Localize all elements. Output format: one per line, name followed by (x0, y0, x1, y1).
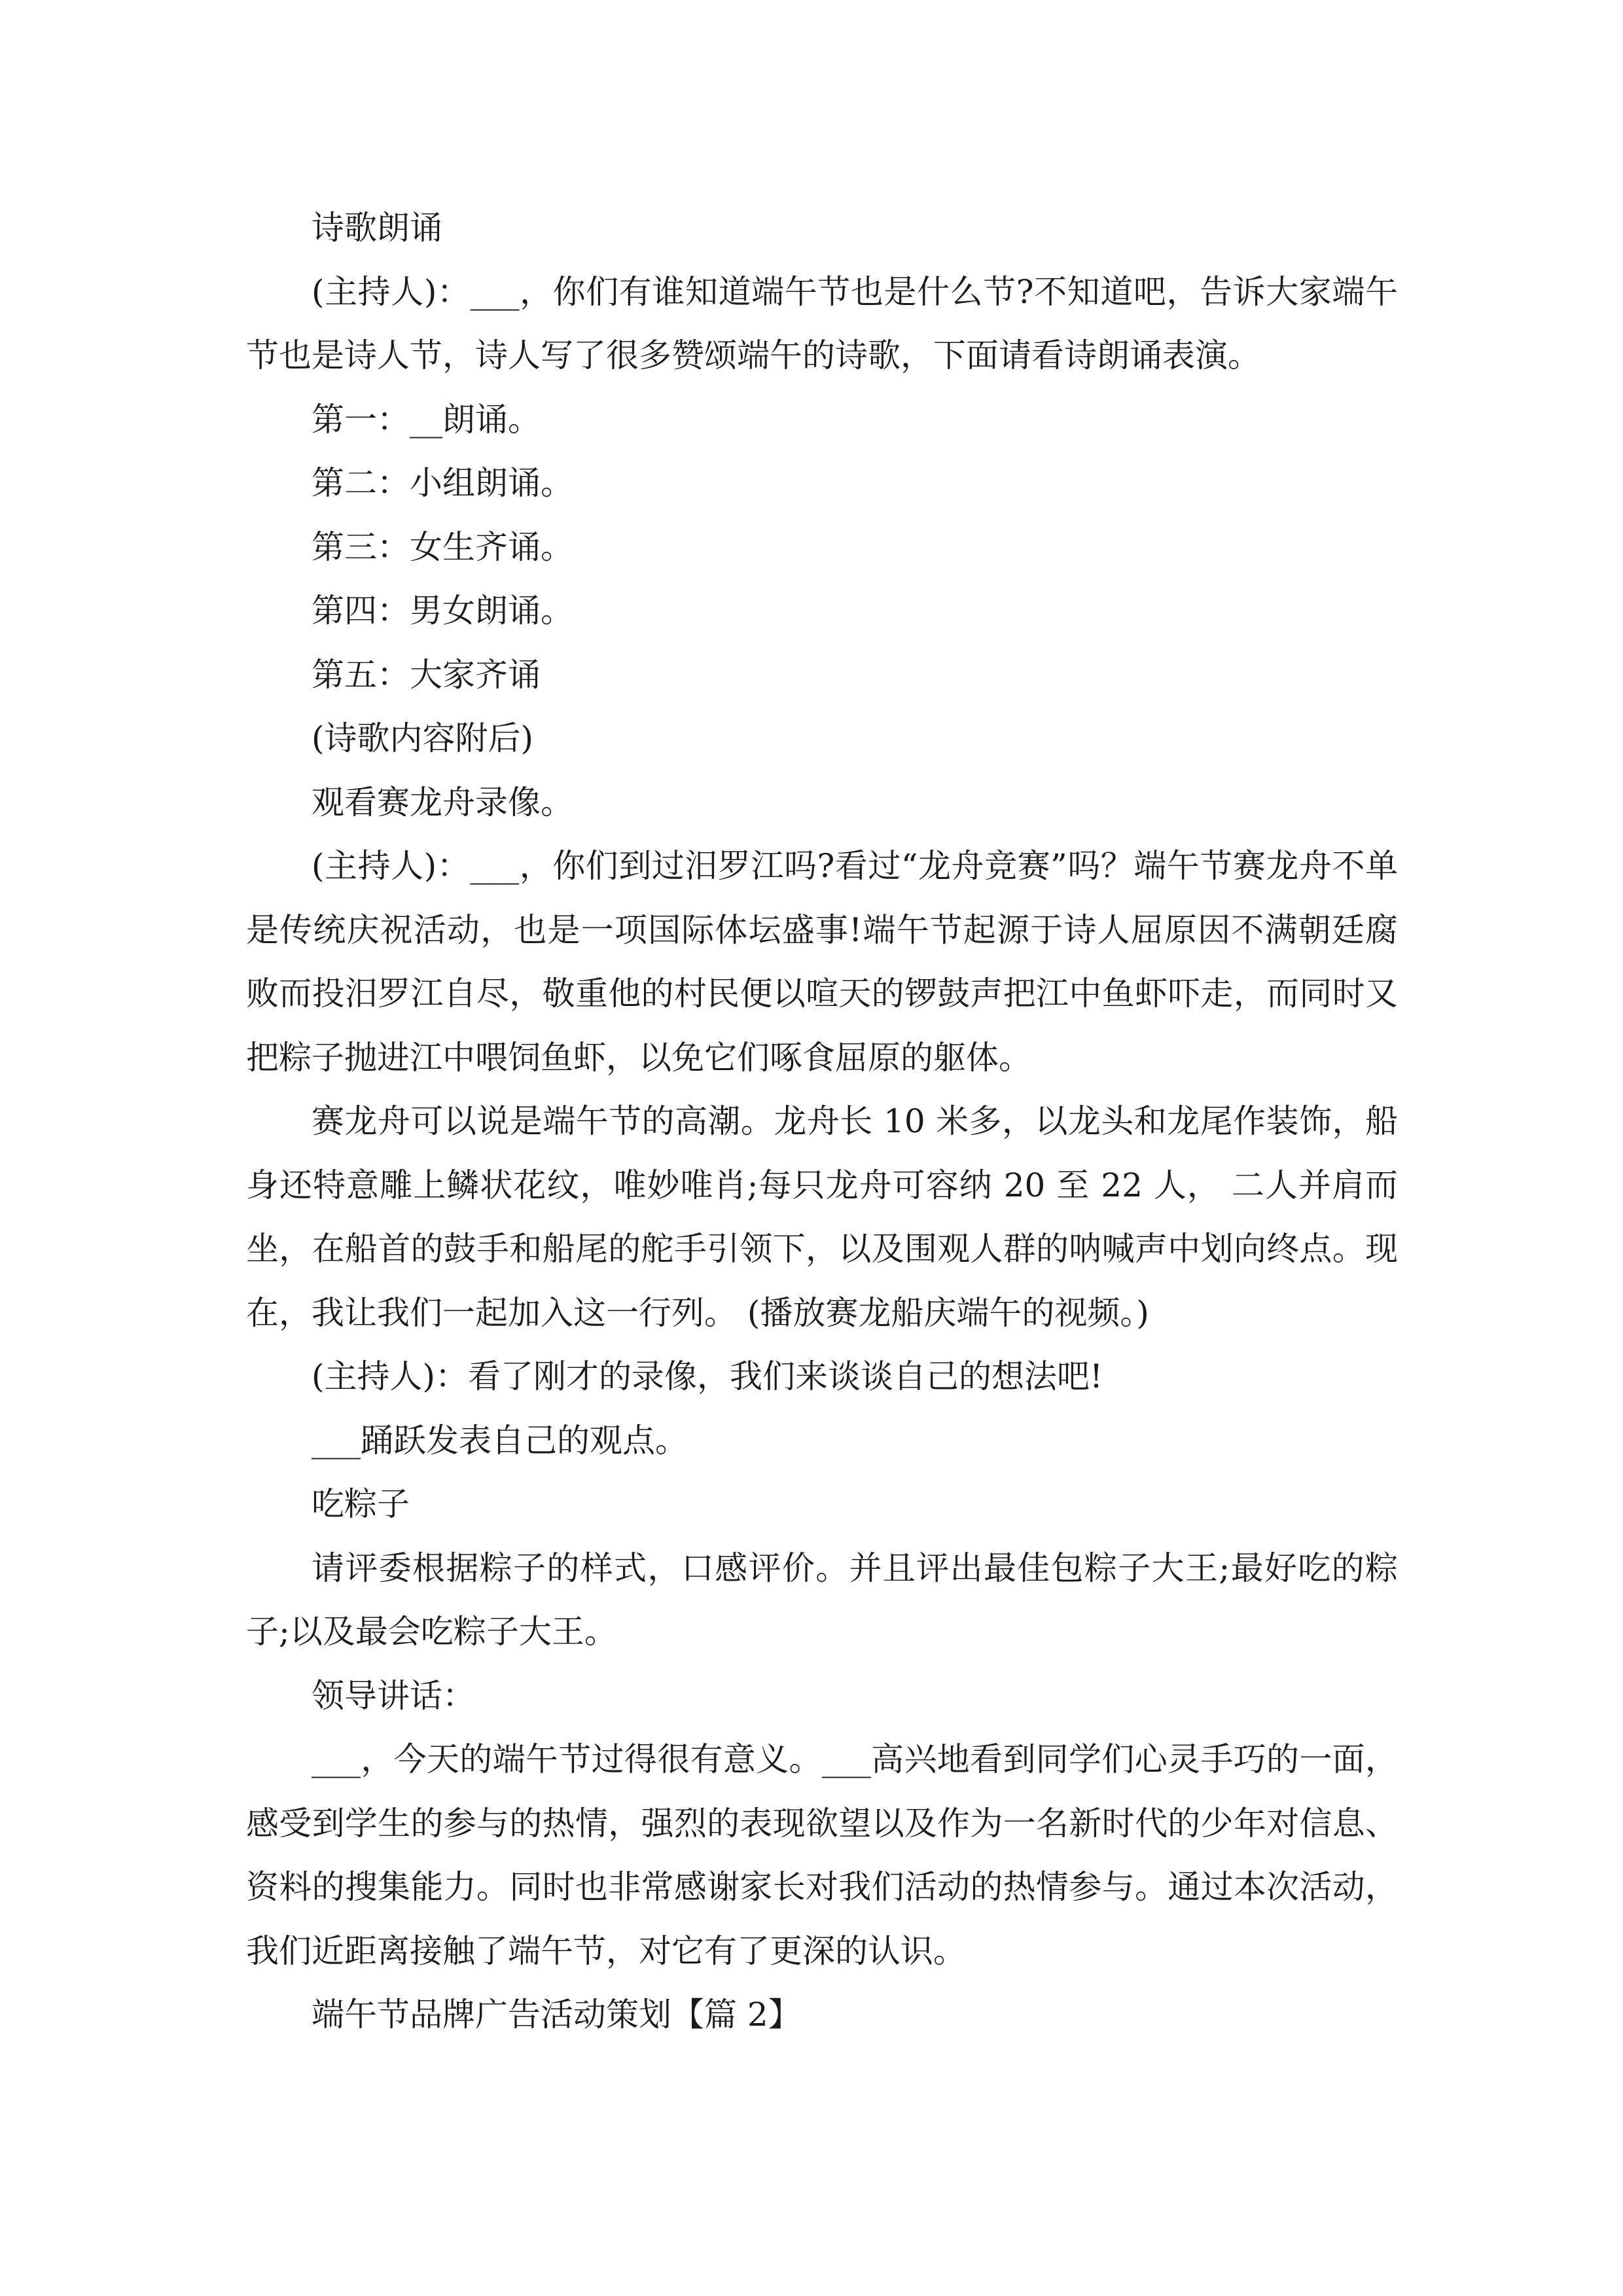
paragraph-share-opinions: ___踊跃发表自己的观点。 (312, 1421, 688, 1460)
list-item-second: 第二：小组朗诵。 (312, 464, 573, 502)
paragraph-leader-speech: ___，今天的端午节过得很有意义。___高兴地看到同学们心灵手巧的一面，感受到学生的参与的热情，强烈的表现欲望以及作为一名新时代的少年对信息、资料的搜集能力。同时也非常感谢家长对我们活动的热情参与。通过本次活动，我们近距离接触了端午节，对它有了更深的认识。 (246, 1740, 1398, 1970)
section-heading-poetry-recital: 诗歌朗诵 (312, 209, 442, 247)
list-item-third: 第三：女生齐诵。 (312, 528, 573, 566)
section-heading-eat-zongzi: 吃粽子 (312, 1485, 410, 1523)
list-item-fifth: 第五：大家齐诵 (312, 655, 541, 694)
list-item-fourth: 第四：男女朗诵。 (312, 592, 573, 630)
section-heading-article-2: 端午节品牌广告活动策划【篇 2】 (312, 1996, 801, 2034)
paragraph-host-miluo-river: (主持人)：___，你们到过汨罗江吗?看过“龙舟竞赛”吗？端午节赛龙舟不单是传统庆祝活动，也是一项国际体坛盛事!端午节起源于诗人屈原因不满朝廷腐败而投汨罗江自尽，敬重他的村民便以喧天的锣鼓声把江中鱼虾吓走，而同时又把粽子抛进江中喂饲鱼虾，以免它们啄食屈原的躯体。 (246, 847, 1398, 1077)
section-heading-dragon-boat-video: 观看赛龙舟录像。 (312, 783, 573, 821)
paragraph-host-discussion: (主持人)：看了刚才的录像，我们来谈谈自己的想法吧! (312, 1357, 1103, 1395)
paragraph-host-poetry-intro: (主持人)：___，你们有谁知道端午节也是什么节?不知道吧，告诉大家端午节也是诗人节，诗人写了很多赞颂端午的诗歌，下面请看诗朗诵表演。 (246, 272, 1398, 374)
paragraph-dragon-boat-race: 赛龙舟可以说是端午节的高潮。龙舟长 10 米多，以龙头和龙尾作装饰，船身还特意雕上鳞状花纹，唯妙唯肖;每只龙舟可容纳 20 至 22 人， 二人并肩而坐，在船首的鼓手和船尾的舵手引领下，以及围观人群的呐喊声中划向终点。现在，我让我们一起加入这一行列。 (播放赛龙船庆端午的视频。) (246, 1102, 1398, 1332)
paragraph-poem-note: (诗歌内容附后) (312, 719, 534, 757)
document-body (246, 196, 1398, 2047)
list-item-first: 第一：__朗诵。 (312, 400, 541, 439)
section-heading-leader-speech: 领导讲话： (312, 1676, 475, 1715)
paragraph-judges: 请评委根据粽子的样式，口感评价。并且评出最佳包粽子大王;最好吃的粽子;以及最会吃粽子大王。 (246, 1549, 1398, 1651)
